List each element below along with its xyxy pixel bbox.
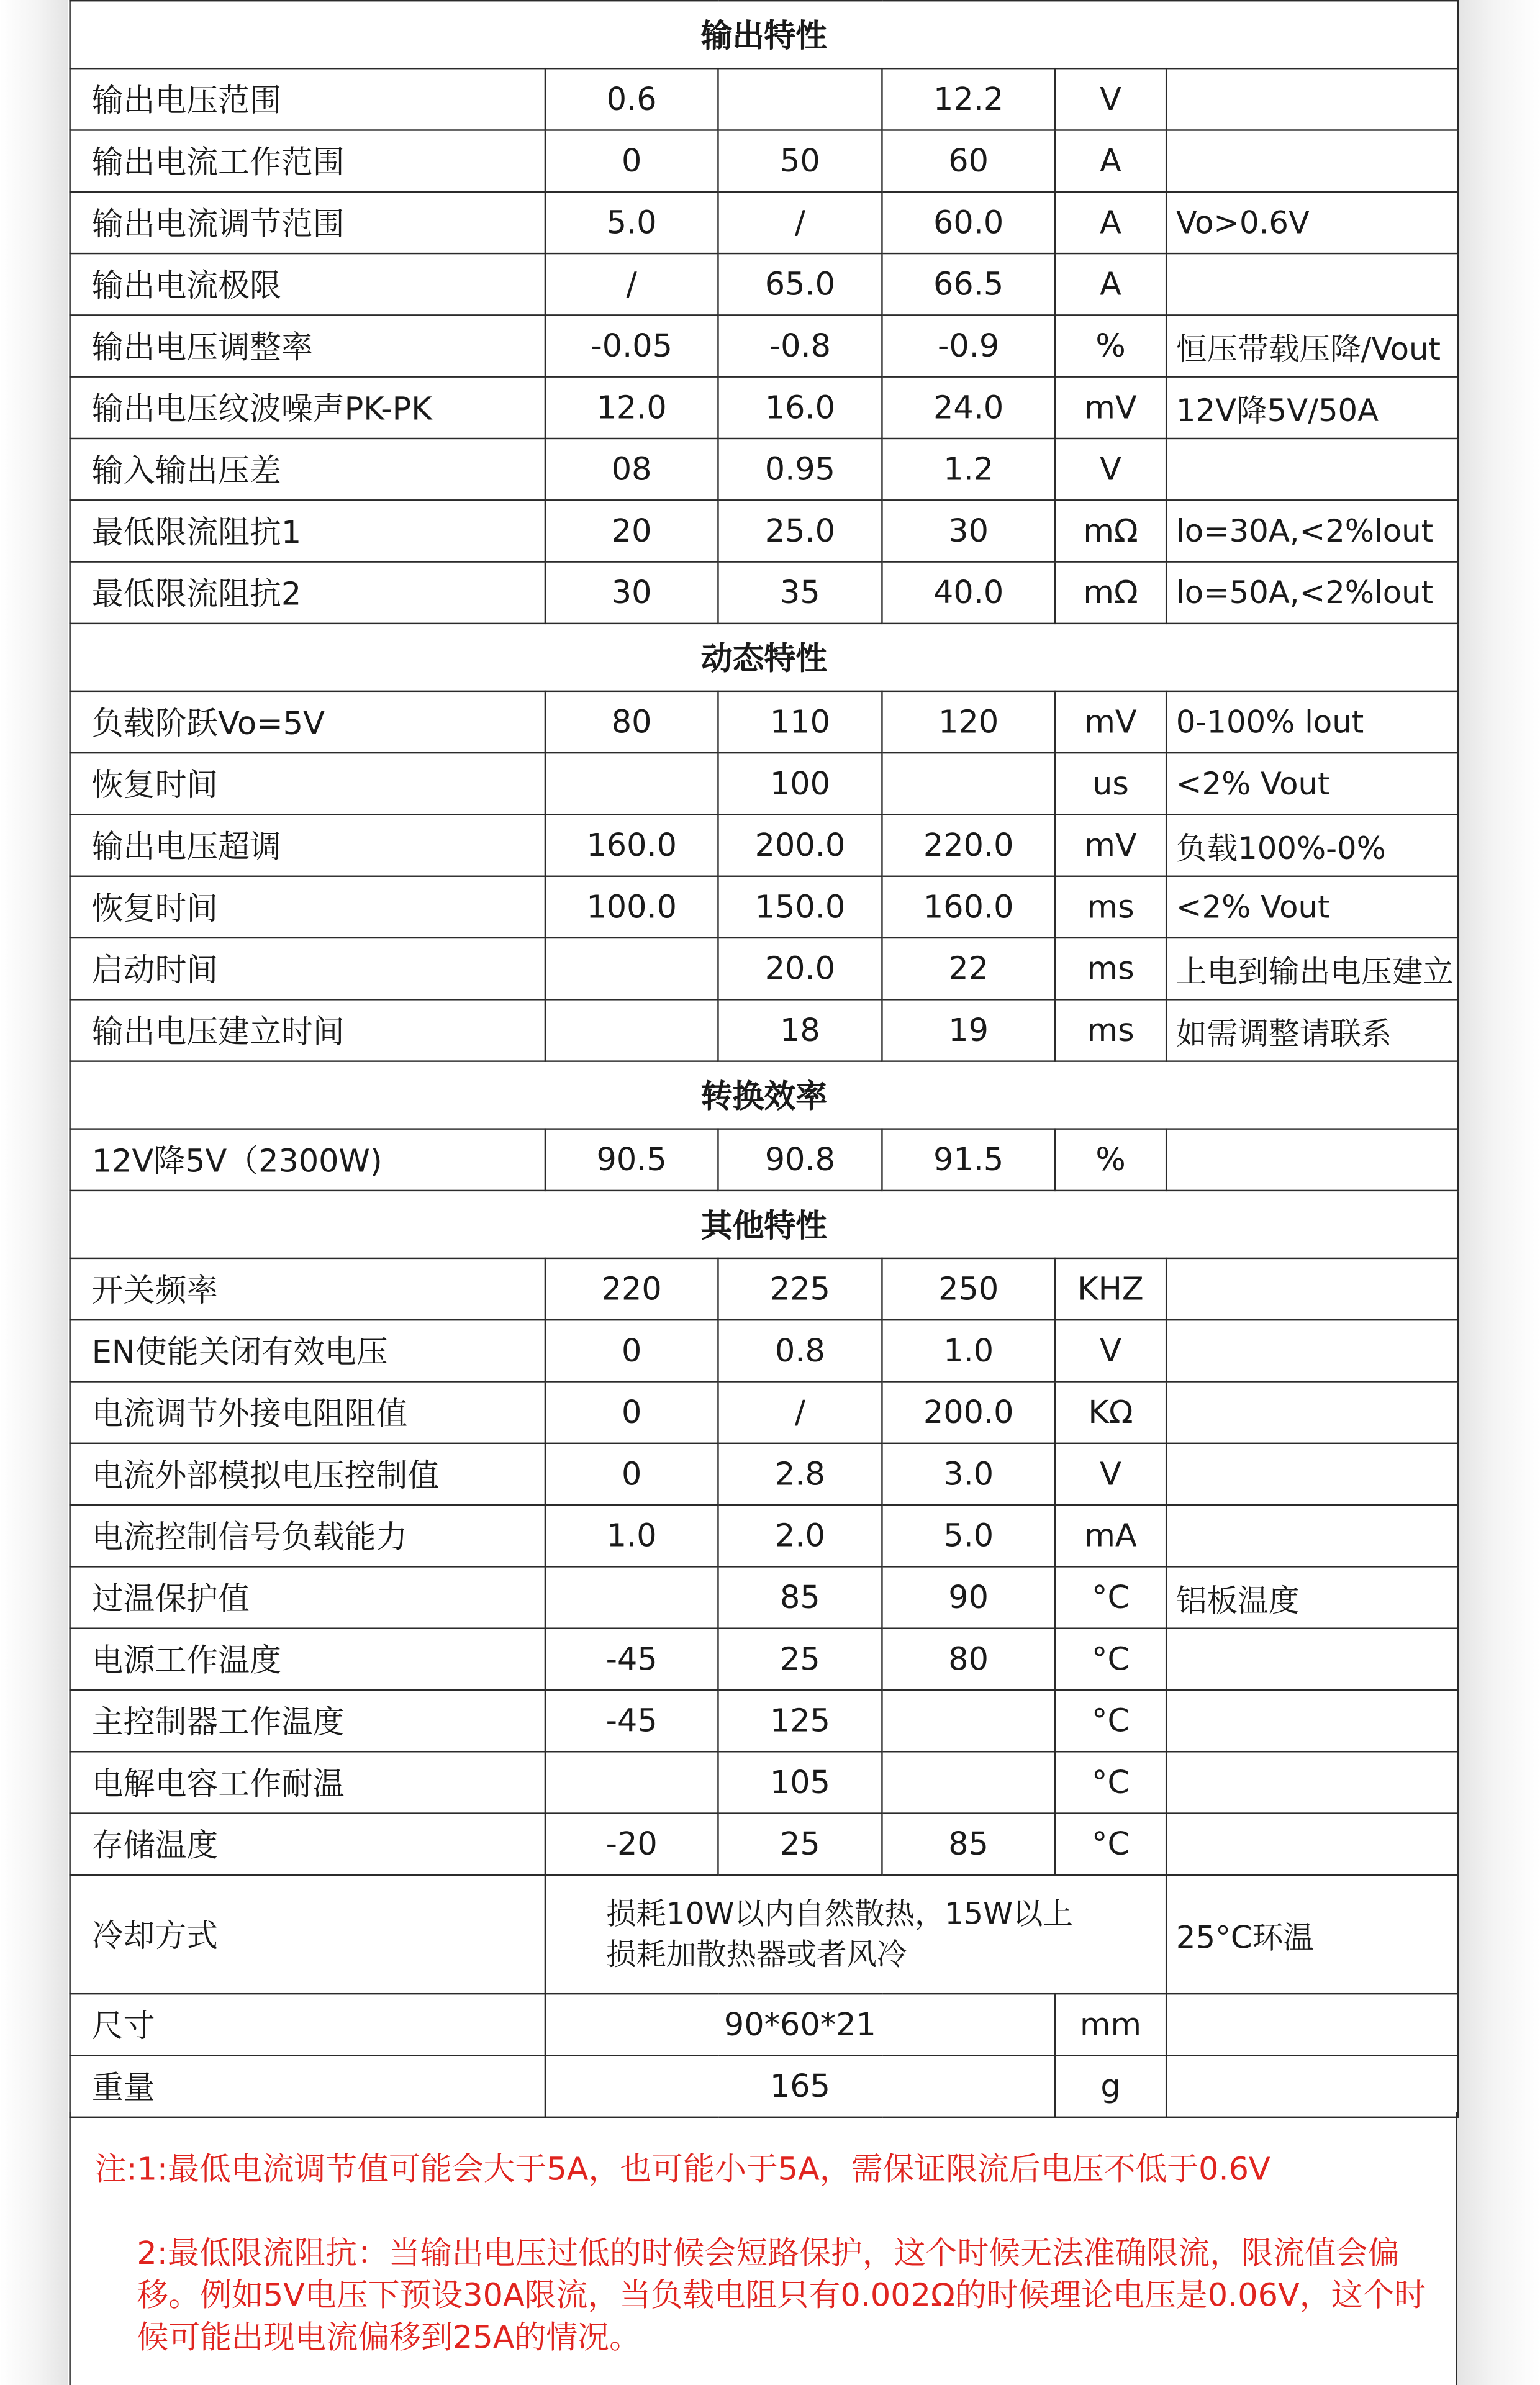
note: lo=30A,<2%lout bbox=[1166, 500, 1458, 561]
max-value: 220.0 bbox=[882, 814, 1055, 876]
spec-row bbox=[70, 1443, 1459, 1505]
note: 25°C环温 bbox=[1166, 1875, 1458, 1994]
spec-row bbox=[70, 253, 1459, 315]
typ-value: 225 bbox=[718, 1258, 882, 1320]
section-title: 转换效率 bbox=[70, 1061, 1459, 1129]
unit: % bbox=[1055, 315, 1166, 376]
note bbox=[1166, 1751, 1458, 1813]
note: <2% Vout bbox=[1166, 876, 1458, 938]
note bbox=[1166, 1505, 1458, 1566]
size-row bbox=[70, 1994, 1459, 2055]
min-value: -45 bbox=[545, 1690, 718, 1751]
min-value: 5.0 bbox=[545, 192, 718, 253]
min-value: 08 bbox=[545, 438, 718, 500]
typ-value: 150.0 bbox=[718, 876, 882, 938]
parameter-name: 输出电流极限 bbox=[70, 253, 545, 315]
left-page-shadow bbox=[0, 0, 68, 2385]
min-value: 20 bbox=[545, 500, 718, 561]
note: 上电到输出电压建立 bbox=[1166, 938, 1458, 999]
typ-value: 16.0 bbox=[718, 377, 882, 438]
max-value: 91.5 bbox=[882, 1129, 1055, 1191]
typ-value: 110 bbox=[718, 691, 882, 753]
parameter-name: EN使能关闭有效电压 bbox=[70, 1320, 545, 1381]
typ-value: 100 bbox=[718, 753, 882, 814]
section-header-row bbox=[70, 624, 1459, 691]
max-value bbox=[882, 1751, 1055, 1813]
weight-value: 165 bbox=[545, 2055, 1055, 2117]
min-value: 100.0 bbox=[545, 876, 718, 938]
spec-row bbox=[70, 691, 1459, 753]
note bbox=[1166, 253, 1458, 315]
parameter-name: 冷却方式 bbox=[70, 1875, 545, 1994]
max-value: 12.2 bbox=[882, 68, 1055, 130]
parameter-name: 主控制器工作温度 bbox=[70, 1690, 545, 1751]
parameter-name: 电流控制信号负载能力 bbox=[70, 1505, 545, 1566]
min-value: -0.05 bbox=[545, 315, 718, 376]
min-value bbox=[545, 1566, 718, 1628]
typ-value: 20.0 bbox=[718, 938, 882, 999]
note bbox=[1166, 1629, 1458, 1690]
parameter-name: 输出电压调整率 bbox=[70, 315, 545, 376]
parameter-name: 负载阶跃Vo=5V bbox=[70, 691, 545, 753]
note bbox=[1166, 1129, 1458, 1191]
min-value bbox=[545, 938, 718, 999]
spec-row bbox=[70, 814, 1459, 876]
unit: A bbox=[1055, 130, 1166, 191]
max-value: 19 bbox=[882, 999, 1055, 1061]
parameter-name: 输出电流调节范围 bbox=[70, 192, 545, 253]
parameter-name: 输出电压范围 bbox=[70, 68, 545, 130]
typ-value: 0.95 bbox=[718, 438, 882, 500]
max-value: 40.0 bbox=[882, 562, 1055, 624]
weight-row bbox=[70, 2055, 1459, 2117]
note: 0-100% lout bbox=[1166, 691, 1458, 753]
max-value: 160.0 bbox=[882, 876, 1055, 938]
spec-row bbox=[70, 68, 1459, 130]
note bbox=[1166, 438, 1458, 500]
unit: V bbox=[1055, 68, 1166, 130]
unit: mV bbox=[1055, 691, 1166, 753]
parameter-name: 电流调节外接电阻阻值 bbox=[70, 1381, 545, 1443]
section-title: 动态特性 bbox=[70, 624, 1459, 691]
unit: V bbox=[1055, 1443, 1166, 1505]
unit: mV bbox=[1055, 814, 1166, 876]
max-value: 24.0 bbox=[882, 377, 1055, 438]
typ-value: 25.0 bbox=[718, 500, 882, 561]
min-value: 90.5 bbox=[545, 1129, 718, 1191]
min-value bbox=[545, 753, 718, 814]
max-value: -0.9 bbox=[882, 315, 1055, 376]
max-value: 60.0 bbox=[882, 192, 1055, 253]
min-value: -20 bbox=[545, 1814, 718, 1875]
spec-row bbox=[70, 1381, 1459, 1443]
max-value: 30 bbox=[882, 500, 1055, 561]
spec-row bbox=[70, 1629, 1459, 1690]
spec-row bbox=[70, 1814, 1459, 1875]
typ-value bbox=[718, 68, 882, 130]
min-value: 0 bbox=[545, 130, 718, 191]
unit: A bbox=[1055, 192, 1166, 253]
unit: KHZ bbox=[1055, 1258, 1166, 1320]
typ-value: 200.0 bbox=[718, 814, 882, 876]
parameter-name: 12V降5V（2300W) bbox=[70, 1129, 545, 1191]
unit: ms bbox=[1055, 999, 1166, 1061]
spec-row bbox=[70, 1129, 1459, 1191]
typ-value: 90.8 bbox=[718, 1129, 882, 1191]
spec-row bbox=[70, 938, 1459, 999]
min-value: / bbox=[545, 253, 718, 315]
typ-value: 0.8 bbox=[718, 1320, 882, 1381]
spec-row bbox=[70, 999, 1459, 1061]
typ-value: 2.8 bbox=[718, 1443, 882, 1505]
unit: °C bbox=[1055, 1814, 1166, 1875]
typ-value: 105 bbox=[718, 1751, 882, 1813]
max-value: 90 bbox=[882, 1566, 1055, 1628]
max-value: 250 bbox=[882, 1258, 1055, 1320]
min-value: 160.0 bbox=[545, 814, 718, 876]
max-value: 85 bbox=[882, 1814, 1055, 1875]
parameter-name: 最低限流阻抗1 bbox=[70, 500, 545, 561]
spec-row bbox=[70, 192, 1459, 253]
unit: A bbox=[1055, 253, 1166, 315]
parameter-name: 重量 bbox=[70, 2055, 545, 2117]
parameter-name: 电流外部模拟电压控制值 bbox=[70, 1443, 545, 1505]
note bbox=[1166, 130, 1458, 191]
parameter-name: 恢复时间 bbox=[70, 876, 545, 938]
min-value: 0 bbox=[545, 1320, 718, 1381]
note bbox=[1166, 1814, 1458, 1875]
unit: ms bbox=[1055, 938, 1166, 999]
spec-row bbox=[70, 1320, 1459, 1381]
note-2: 2:最低限流阻抗：当输出电压过低的时候会短路保护，这个时候无法准确限流，限流值会偏移。例如5V电压下预设30A限流，当负载电阻只有0.002Ω的时候理论电压是0.06V，这个时候可能出现电流偏移到25A的情况。 bbox=[137, 2235, 1426, 2356]
max-value: 1.0 bbox=[882, 1320, 1055, 1381]
unit: V bbox=[1055, 1320, 1166, 1381]
unit: °C bbox=[1055, 1566, 1166, 1628]
unit: °C bbox=[1055, 1629, 1166, 1690]
unit: % bbox=[1055, 1129, 1166, 1191]
typ-value: 2.0 bbox=[718, 1505, 882, 1566]
parameter-name: 尺寸 bbox=[70, 1994, 545, 2055]
section-title: 输出特性 bbox=[70, 1, 1459, 68]
cooling-description bbox=[545, 1875, 1166, 1994]
max-value: 66.5 bbox=[882, 253, 1055, 315]
notes-box bbox=[69, 2112, 1457, 2385]
min-value bbox=[545, 999, 718, 1061]
max-value: 200.0 bbox=[882, 1381, 1055, 1443]
note: Vo>0.6V bbox=[1166, 192, 1458, 253]
unit: mA bbox=[1055, 1505, 1166, 1566]
min-value: 1.0 bbox=[545, 1505, 718, 1566]
min-value: 0 bbox=[545, 1443, 718, 1505]
parameter-name: 输出电压建立时间 bbox=[70, 999, 545, 1061]
parameter-name: 电源工作温度 bbox=[70, 1629, 545, 1690]
parameter-name: 启动时间 bbox=[70, 938, 545, 999]
unit: mΩ bbox=[1055, 562, 1166, 624]
note: 恒压带载压降/Vout bbox=[1166, 315, 1458, 376]
parameter-name: 输出电流工作范围 bbox=[70, 130, 545, 191]
spec-row bbox=[70, 130, 1459, 191]
note: <2% Vout bbox=[1166, 753, 1458, 814]
typ-value: / bbox=[718, 192, 882, 253]
spec-row bbox=[70, 377, 1459, 438]
note: 12V降5V/50A bbox=[1166, 377, 1458, 438]
note bbox=[1166, 1690, 1458, 1751]
parameter-name: 存储温度 bbox=[70, 1814, 545, 1875]
typ-value: 25 bbox=[718, 1814, 882, 1875]
spec-row bbox=[70, 438, 1459, 500]
cooling-line-1: 损耗10W以内自然散热，15W以上 bbox=[606, 1895, 1073, 1932]
section-header-row bbox=[70, 1061, 1459, 1129]
typ-value: 18 bbox=[718, 999, 882, 1061]
spec-row bbox=[70, 1690, 1459, 1751]
typ-value: 85 bbox=[718, 1566, 882, 1628]
typ-value: 25 bbox=[718, 1629, 882, 1690]
max-value: 120 bbox=[882, 691, 1055, 753]
section-title: 其他特性 bbox=[70, 1191, 1459, 1258]
unit: °C bbox=[1055, 1690, 1166, 1751]
unit: °C bbox=[1055, 1751, 1166, 1813]
unit: KΩ bbox=[1055, 1381, 1166, 1443]
min-value: 80 bbox=[545, 691, 718, 753]
typ-value: 35 bbox=[718, 562, 882, 624]
typ-value: -0.8 bbox=[718, 315, 882, 376]
unit: us bbox=[1055, 753, 1166, 814]
min-value bbox=[545, 1751, 718, 1813]
max-value: 80 bbox=[882, 1629, 1055, 1690]
size-value: 90*60*21 bbox=[545, 1994, 1055, 2055]
min-value: 30 bbox=[545, 562, 718, 624]
cooling-row bbox=[70, 1875, 1459, 1994]
spec-row bbox=[70, 876, 1459, 938]
note bbox=[1166, 1381, 1458, 1443]
max-value: 22 bbox=[882, 938, 1055, 999]
unit: g bbox=[1055, 2055, 1166, 2117]
note bbox=[1166, 1258, 1458, 1320]
max-value: 5.0 bbox=[882, 1505, 1055, 1566]
typ-value: / bbox=[718, 1381, 882, 1443]
parameter-name: 开关频率 bbox=[70, 1258, 545, 1320]
parameter-name: 恢复时间 bbox=[70, 753, 545, 814]
parameter-name: 最低限流阻抗2 bbox=[70, 562, 545, 624]
unit: mΩ bbox=[1055, 500, 1166, 561]
unit: mm bbox=[1055, 1994, 1166, 2055]
parameter-name: 输入输出压差 bbox=[70, 438, 545, 500]
max-value bbox=[882, 753, 1055, 814]
min-value: 220 bbox=[545, 1258, 718, 1320]
right-page-shadow bbox=[1457, 0, 1540, 2385]
spec-row bbox=[70, 1258, 1459, 1320]
spec-row bbox=[70, 1751, 1459, 1813]
min-value: 0 bbox=[545, 1381, 718, 1443]
note-1: 注:1:最低电流调节值可能会大于5A，也可能小于5A，需保证限流后电压不低于0.6V bbox=[94, 2151, 1270, 2187]
unit: mV bbox=[1055, 377, 1166, 438]
note: 如需调整请联系 bbox=[1166, 999, 1458, 1061]
unit: V bbox=[1055, 438, 1166, 500]
typ-value: 50 bbox=[718, 130, 882, 191]
spec-row bbox=[70, 315, 1459, 376]
section-header-row bbox=[70, 1, 1459, 68]
min-value: 0.6 bbox=[545, 68, 718, 130]
note: lo=50A,<2%lout bbox=[1166, 562, 1458, 624]
max-value: 60 bbox=[882, 130, 1055, 191]
spec-row bbox=[70, 500, 1459, 561]
max-value: 1.2 bbox=[882, 438, 1055, 500]
note bbox=[1166, 1994, 1458, 2055]
section-header-row bbox=[70, 1191, 1459, 1258]
parameter-name: 输出电压超调 bbox=[70, 814, 545, 876]
spec-row bbox=[70, 562, 1459, 624]
min-value: 12.0 bbox=[545, 377, 718, 438]
parameter-name: 过温保护值 bbox=[70, 1566, 545, 1628]
cooling-line-2: 损耗加散热器或者风冷 bbox=[606, 1935, 907, 1973]
max-value: 3.0 bbox=[882, 1443, 1055, 1505]
unit: ms bbox=[1055, 876, 1166, 938]
min-value: -45 bbox=[545, 1629, 718, 1690]
note bbox=[1166, 68, 1458, 130]
spec-row bbox=[70, 1566, 1459, 1628]
spec-row bbox=[70, 753, 1459, 814]
note: 负载100%-0% bbox=[1166, 814, 1458, 876]
max-value bbox=[882, 1690, 1055, 1751]
note: 铝板温度 bbox=[1166, 1566, 1458, 1628]
spec-row bbox=[70, 1505, 1459, 1566]
typ-value: 125 bbox=[718, 1690, 882, 1751]
specification-table bbox=[69, 0, 1459, 2118]
note bbox=[1166, 1320, 1458, 1381]
parameter-name: 电解电容工作耐温 bbox=[70, 1751, 545, 1813]
typ-value: 65.0 bbox=[718, 253, 882, 315]
note bbox=[1166, 1443, 1458, 1505]
note bbox=[1166, 2055, 1458, 2117]
parameter-name: 输出电压纹波噪声PK-PK bbox=[70, 377, 545, 438]
